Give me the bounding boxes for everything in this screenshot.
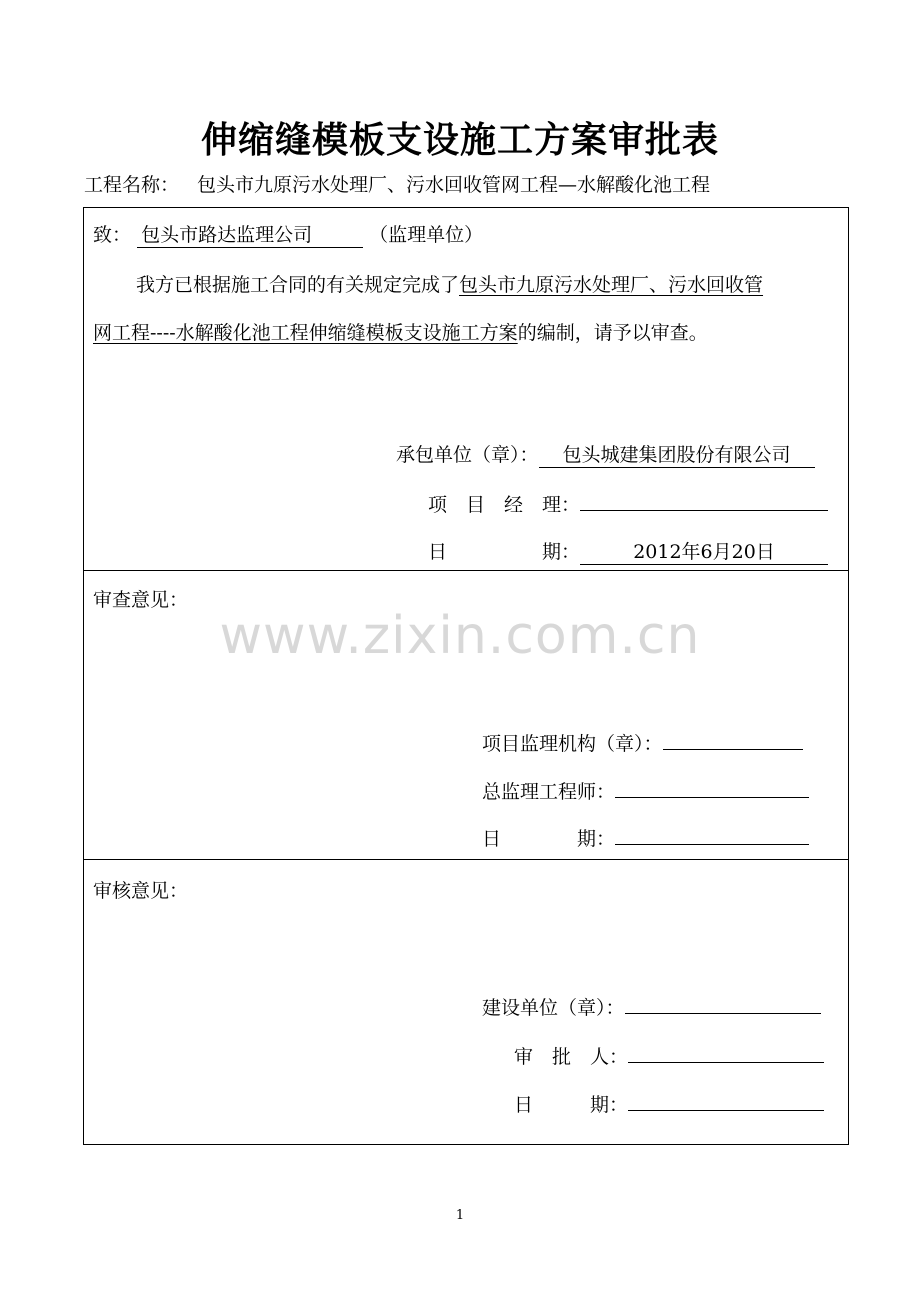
- submission-section: [84, 208, 848, 571]
- addressee-line: [93, 220, 483, 248]
- review-date-label: 日 期：: [482, 828, 616, 850]
- submission-date-label: 日 期：: [428, 541, 581, 563]
- audit-approver-field: [628, 1044, 824, 1063]
- document-title: 伸缩缝模板支设施工方案审批表: [200, 119, 719, 161]
- body-underlined-1: 包头市九原污水处理厂、污水回收管: [459, 274, 764, 296]
- body-underlined-2: 网工程----水解酸化池工程伸缩缝模板支设施工方案: [93, 322, 518, 344]
- contractor-value: 包头城建集团股份有限公司: [539, 440, 815, 468]
- review-org-label: 项目监理机构（章）：: [482, 733, 663, 755]
- supervisor-company: 包头市路达监理公司: [137, 220, 363, 248]
- review-chief-row: [482, 777, 809, 804]
- audit-date-label: 日 期：: [514, 1094, 629, 1116]
- review-org-row: [482, 729, 803, 756]
- submission-date-row: [428, 537, 828, 565]
- contractor-row: [396, 440, 815, 468]
- body-suffix: 的编制，请予以审查。: [517, 322, 708, 344]
- audit-owner-label: 建设单位（章）：: [482, 997, 625, 1019]
- watermark: www.zixin.com.cn: [219, 606, 701, 666]
- manager-row: [428, 490, 828, 517]
- to-label: 致：: [93, 224, 132, 246]
- contractor-label: 承包单位（章）：: [396, 444, 539, 466]
- manager-signature-field: [580, 492, 828, 511]
- submission-date-value: 2012年6月20日: [580, 537, 828, 565]
- review-date-field: [615, 826, 809, 845]
- body-line-2: [93, 318, 708, 345]
- audit-date-field: [628, 1092, 824, 1111]
- audit-heading: 审核意见：: [93, 880, 189, 902]
- review-org-field: [663, 731, 803, 750]
- project-label: 工程名称：: [84, 174, 180, 196]
- body-line-1: [136, 270, 763, 297]
- to-suffix: （监理单位）: [369, 224, 484, 246]
- audit-approver-label: 审 批 人：: [514, 1046, 629, 1068]
- audit-date-row: [514, 1090, 824, 1117]
- project-name: 包头市九原污水处理厂、污水回收管网工程—水解酸化池工程: [197, 174, 711, 196]
- manager-label: 项 目 经 理：: [428, 494, 581, 516]
- review-date-row: [482, 824, 809, 851]
- approval-form: [83, 207, 849, 1145]
- audit-section: [84, 860, 848, 1144]
- audit-owner-row: [482, 993, 821, 1020]
- review-chief-label: 总监理工程师：: [482, 781, 616, 803]
- page-number: 1: [455, 1208, 465, 1223]
- review-heading: 审查意见：: [93, 589, 189, 611]
- audit-approver-row: [514, 1042, 824, 1069]
- audit-owner-field: [625, 995, 821, 1014]
- review-chief-field: [615, 779, 809, 798]
- body-prefix: 我方已根据施工合同的有关规定完成了: [136, 274, 460, 296]
- project-line: [84, 170, 710, 197]
